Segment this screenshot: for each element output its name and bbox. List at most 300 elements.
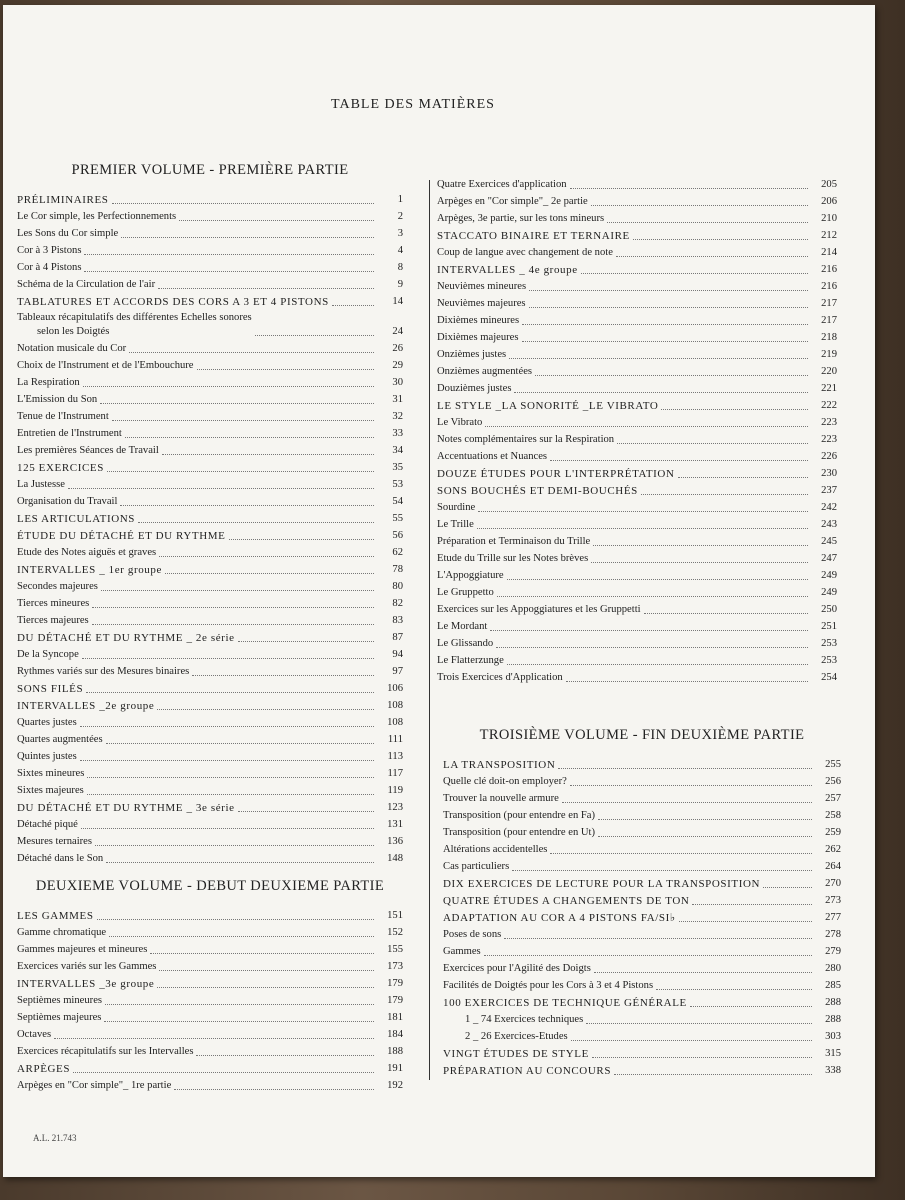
toc-page-number: 54 [392,496,403,507]
volume3-entries [443,755,841,1078]
toc-page-number: 108 [387,717,403,728]
dot-leader [633,239,808,240]
dot-leader [87,794,374,795]
toc-page-number: 151 [387,910,403,921]
toc-entry-title: Exercices variés sur les Gammes [17,961,157,972]
dot-leader [507,664,808,665]
toc-entry [437,583,837,600]
toc-page-number: 250 [821,604,837,615]
dot-leader [562,802,812,803]
dot-leader [238,811,374,812]
toc-entry-title: Gamme chromatique [17,927,107,938]
dot-leader [80,726,374,727]
dot-leader [80,760,374,761]
toc-page-number: 97 [392,666,403,677]
toc-entry [17,458,403,475]
dot-leader [598,836,812,837]
toc-entry-title: Notes complémentaires sur la Respiration [437,434,615,445]
toc-page-number: 315 [825,1048,841,1059]
toc-entry [17,373,403,390]
toc-entry [437,430,837,447]
toc-page-number: 131 [387,819,403,830]
toc-entry [443,772,841,789]
toc-entry-title: Dixièmes mineures [437,315,520,326]
toc-entry [17,1008,403,1025]
toc-entry [443,806,841,823]
toc-entry [443,789,841,806]
dot-leader [581,273,808,274]
dot-leader [150,953,374,954]
toc-page-number: 237 [821,485,837,496]
toc-entry [17,679,403,696]
toc-entry-title: Dixièmes majeures [437,332,519,343]
toc-entry-title: VINGT ÉTUDES DE STYLE [443,1048,589,1060]
toc-entry-title: Poses de sons [443,929,502,940]
toc-entry-title: PRÉPARATION AU CONCOURS [443,1065,612,1077]
toc-entry-title: Facilités de Doigtés pour les Cors à 3 et 4 Pistons [443,980,654,991]
toc-entry-title: STACCATO BINAIRE ET TERNAIRE [437,230,630,242]
toc-entry [17,781,403,798]
toc-entry [437,277,837,294]
dot-leader [82,658,374,659]
toc-entry-title: Rythmes variés sur des Mesures binaires [17,666,190,677]
toc-page-number: 30 [392,377,403,388]
toc-entry [17,730,403,747]
toc-entry-title: PRÉLIMINAIRES [17,194,109,206]
dot-leader [550,460,808,461]
toc-page-number: 108 [387,700,403,711]
dot-leader [159,556,374,557]
toc-page-number: 223 [821,434,837,445]
toc-entry-title: Les premières Séances de Travail [17,445,159,456]
toc-entry-title [17,311,252,339]
toc-entry-title: LE STYLE _LA SONORITÉ _LE VIBRATO [437,400,659,412]
dot-leader [54,1038,374,1039]
toc-entry-title: La Justesse [17,479,65,490]
dot-leader [490,630,808,631]
toc-entry-title: Exercices récapitulatifs sur les Intervalles [17,1046,194,1057]
toc-entry [437,481,837,498]
toc-entry-title: Accentuations et Nuances [437,451,548,462]
toc-entry [17,611,403,628]
toc-page-number: 219 [821,349,837,360]
toc-entry-title: Arpèges en "Cor simple"_ 1re partie [17,1080,172,1091]
dot-leader [661,409,808,410]
toc-page-number: 179 [387,995,403,1006]
toc-page-number: 249 [821,587,837,598]
toc-page-number: 280 [825,963,841,974]
toc-page-number: 255 [825,759,841,770]
dot-leader [529,290,808,291]
toc-entry [437,260,837,277]
toc-page-number: 179 [387,978,403,989]
toc-entry [17,713,403,730]
toc-entry [17,492,403,509]
toc-entry-title: Le Flatterzunge [437,655,504,666]
dot-leader [566,681,808,682]
dot-leader [81,828,374,829]
toc-entry [17,798,403,815]
toc-entry-title: Exercices sur les Appoggiatures et les Gruppetti [437,604,641,615]
toc-entry [17,628,403,645]
toc-entry [437,498,837,515]
dot-leader [121,237,374,238]
dot-leader [107,471,374,472]
toc-entry-title: LES GAMMES [17,910,94,922]
dot-leader [255,335,374,336]
dot-leader [179,220,374,221]
toc-entry-title: Quelle clé doit-on employer? [443,776,567,787]
toc-page-number: 214 [821,247,837,258]
toc-entry-title: La Respiration [17,377,80,388]
dot-leader [616,256,808,257]
toc-entry-title: Schéma de la Circulation de l'air [17,279,156,290]
toc-entry-title-line2: selon les Doigtés [37,326,110,337]
toc-page-number: 285 [825,980,841,991]
dot-leader [97,919,374,920]
toc-page-number: 303 [825,1031,841,1042]
toc-entry-title: Choix de l'Instrument et de l'Embouchure [17,360,194,371]
toc-entry [437,634,837,651]
toc-entry [17,577,403,594]
toc-page-number: 117 [387,768,403,779]
dot-leader [485,426,808,427]
toc-page-number: 33 [392,428,403,439]
toc-entry-title: Notation musicale du Cor [17,343,127,354]
toc-entry-title: Cor à 4 Pistons [17,262,82,273]
toc-page-number: 191 [387,1063,403,1074]
toc-page-number: 249 [821,570,837,581]
toc-entry [437,651,837,668]
toc-entry [17,258,403,275]
toc-page-number: 188 [387,1046,403,1057]
dot-leader [607,222,808,223]
toc-page-number: 123 [387,802,403,813]
toc-page-number: 251 [821,621,837,632]
dot-leader [229,539,375,540]
toc-page-number: 206 [821,196,837,207]
toc-entry [17,991,403,1008]
toc-page-number: 242 [821,502,837,513]
dot-leader [507,579,808,580]
toc-entry [17,1042,403,1059]
column-divider [429,180,430,1080]
toc-entry-title: LA TRANSPOSITION [443,759,556,771]
toc-entry-title: Le Gruppetto [437,587,494,598]
toc-entry [443,1027,841,1044]
dot-leader [165,573,374,574]
toc-page-number: 288 [825,1014,841,1025]
toc-entry-title: Gammes majeures et mineures [17,944,148,955]
right-column-bottom [443,725,841,1078]
toc-entry [437,464,837,481]
toc-entry [17,543,403,560]
toc-entry-title: Neuvièmes mineures [437,281,527,292]
toc-entry-title: Septièmes majeures [17,1012,102,1023]
toc-entry [437,311,837,328]
dot-leader [101,590,374,591]
toc-page-number: 253 [821,638,837,649]
toc-entry-title: ARPÈGES [17,1063,71,1075]
dot-leader [157,709,374,710]
toc-entry-title: Trouver la nouvelle armure [443,793,559,804]
toc-entry [437,447,837,464]
toc-page-number: 254 [821,672,837,683]
dot-leader [598,819,812,820]
dot-leader [478,511,808,512]
toc-entry-title: Etude du Trille sur les Notes brèves [437,553,589,564]
toc-page-number: 258 [825,810,841,821]
dot-leader [197,369,374,370]
toc-entry [17,662,403,679]
toc-entry [17,509,403,526]
dot-leader [87,777,374,778]
toc-entry-title: Entretien de l'Instrument [17,428,122,439]
toc-entry [17,309,403,339]
toc-entry-title: De la Syncope [17,649,79,660]
toc-entry [443,942,841,959]
toc-entry-title: INTERVALLES _ 1er groupe [17,564,162,576]
dot-leader [174,1089,374,1090]
toc-page-number: 173 [387,961,403,972]
toc-page-number: 181 [387,1012,403,1023]
left-column [17,160,403,1093]
toc-page-number: 220 [821,366,837,377]
toc-entry-title: Douzièmes justes [437,383,512,394]
toc-page-number: 226 [821,451,837,462]
toc-entry [437,362,837,379]
toc-entry [443,959,841,976]
toc-page-number: 279 [825,946,841,957]
toc-entry [17,560,403,577]
dot-leader [644,613,808,614]
toc-entry [17,275,403,292]
toc-entry-title: Détaché piqué [17,819,78,830]
dot-leader [112,203,374,204]
toc-entry-title: Mesures ternaires [17,836,93,847]
toc-entry [443,993,841,1010]
dot-leader [496,647,808,648]
toc-page-number: 264 [825,861,841,872]
dot-leader [104,1021,374,1022]
toc-entry [17,696,403,713]
dot-leader [586,1023,812,1024]
toc-page-number: 223 [821,417,837,428]
toc-page-number: 192 [387,1080,403,1091]
dot-leader [332,305,374,306]
toc-entry [17,190,403,207]
toc-entry [443,925,841,942]
toc-entry-title: Transposition (pour entendre en Fa) [443,810,596,821]
dot-leader [157,987,374,988]
dot-leader [105,1004,374,1005]
toc-entry [437,175,837,192]
toc-entry [437,345,837,362]
toc-page-number: 56 [392,530,403,541]
toc-entry [443,874,841,891]
toc-entry [437,617,837,634]
toc-page-number: 216 [821,281,837,292]
toc-entry-title: Etude des Notes aiguës et graves [17,547,157,558]
toc-entry [17,940,403,957]
dot-leader [196,1055,374,1056]
dot-leader [763,887,812,888]
toc-page-number: 1 [397,194,403,205]
toc-entry [17,390,403,407]
toc-entry-title: Le Glissando [437,638,494,649]
toc-page-number: 87 [392,632,403,643]
toc-page-number: 262 [825,844,841,855]
toc-entry [437,209,837,226]
volume1-entries [17,190,403,866]
dot-leader [529,307,808,308]
toc-entry [17,292,403,309]
toc-entry [437,328,837,345]
dot-leader [617,443,808,444]
toc-page-number: 119 [387,785,403,796]
toc-entry [443,908,841,925]
dot-leader [512,870,812,871]
toc-entry [437,515,837,532]
toc-entry [17,923,403,940]
document-page [3,5,875,1177]
toc-entry [437,294,837,311]
toc-page-number: 152 [387,927,403,938]
toc-page-number: 221 [821,383,837,394]
toc-entry [443,1010,841,1027]
dot-leader [106,862,374,863]
dot-leader [550,853,812,854]
toc-entry [437,192,837,209]
dot-leader [570,188,808,189]
toc-entry [17,407,403,424]
dot-leader [92,624,374,625]
toc-entry [17,1076,403,1093]
toc-entry [17,645,403,662]
toc-entry-title: Quintes justes [17,751,77,762]
toc-entry [437,413,837,430]
dot-leader [192,675,374,676]
toc-entry-title: Neuvièmes majeures [437,298,526,309]
dot-leader [84,254,374,255]
toc-page-number: 55 [392,513,403,524]
dot-leader [129,352,374,353]
toc-entry-title: Les Sons du Cor simple [17,228,119,239]
toc-entry [443,755,841,772]
toc-page-number: 338 [825,1065,841,1076]
catalog-number: A.L. 21.743 [33,1133,77,1143]
toc-entry-title: Sourdine [437,502,476,513]
dot-leader [504,938,812,939]
toc-entry-title: QUATRE ÉTUDES A CHANGEMENTS DE TON [443,895,690,907]
toc-page-number: 270 [825,878,841,889]
toc-page-number: 278 [825,929,841,940]
toc-entry-title: INTERVALLES _ 4e groupe [437,264,578,276]
toc-page-number: 277 [825,912,841,923]
toc-entry [443,1044,841,1061]
toc-page-number: 217 [821,298,837,309]
dot-leader [509,358,808,359]
dot-leader [679,921,812,922]
toc-entry [17,1059,403,1076]
toc-entry-title: TABLATURES ET ACCORDS DES CORS A 3 ET 4 PISTONS [17,296,329,308]
toc-page-number: 247 [821,553,837,564]
toc-page-number: 273 [825,895,841,906]
toc-entry-title: Cor à 3 Pistons [17,245,82,256]
toc-entry-title: Tierces mineures [17,598,90,609]
toc-entry [17,526,403,543]
right-column-top [437,175,837,685]
volume2-continued-entries [437,175,837,685]
toc-entry-title: INTERVALLES _2e groupe [17,700,155,712]
toc-entry-title: LES ARTICULATIONS [17,513,136,525]
dot-leader [73,1072,374,1073]
dot-leader [535,375,808,376]
dot-leader [591,562,808,563]
toc-page-number: 14 [392,296,403,307]
toc-page-number: 2 [397,211,403,222]
dot-leader [159,970,374,971]
toc-page-number: 257 [825,793,841,804]
toc-page-number: 9 [397,279,403,290]
toc-page-number: 83 [392,615,403,626]
toc-entry-title: 1 _ 74 Exercices techniques [465,1014,584,1025]
toc-entry [17,815,403,832]
dot-leader [692,904,812,905]
toc-entry [17,224,403,241]
toc-entry-title: Le Trille [437,519,474,530]
toc-entry-title: Sixtes majeures [17,785,84,796]
dot-leader [570,785,812,786]
dot-leader [84,271,374,272]
dot-leader [158,288,374,289]
dot-leader [593,545,808,546]
toc-page-number: 32 [392,411,403,422]
toc-entry-title: SONS FILÉS [17,683,84,695]
toc-entry [443,891,841,908]
toc-entry [17,207,403,224]
toc-entry [443,857,841,874]
dot-leader [678,477,808,478]
volume1-title: PREMIER VOLUME - PREMIÈRE PARTIE [71,162,349,178]
toc-entry-title: Quartes justes [17,717,77,728]
dot-leader [68,488,374,489]
dot-leader [571,1040,812,1041]
toc-entry-title: Exercices pour l'Agilité des Doigts [443,963,591,974]
dot-leader [125,437,374,438]
dot-leader [591,205,808,206]
toc-entry-title: 125 EXERCICES [17,462,104,474]
dot-leader [497,596,808,597]
toc-page-number: 4 [397,245,403,256]
toc-page-number: 222 [821,400,837,411]
toc-entry [437,600,837,617]
toc-entry [437,243,837,260]
toc-page-number: 148 [387,853,403,864]
toc-entry-title: Tenue de l'Instrument [17,411,109,422]
toc-page-number: 34 [392,445,403,456]
toc-entry-title: Arpèges, 3e partie, sur les tons mineurs [437,213,605,224]
toc-entry [437,396,837,413]
dot-leader [106,743,374,744]
dot-leader [86,692,374,693]
dot-leader [238,641,374,642]
toc-entry [17,241,403,258]
toc-entry [17,339,403,356]
toc-entry [443,976,841,993]
toc-entry-title: DU DÉTACHÉ ET DU RYTHME _ 3e série [17,802,235,814]
toc-entry [17,974,403,991]
